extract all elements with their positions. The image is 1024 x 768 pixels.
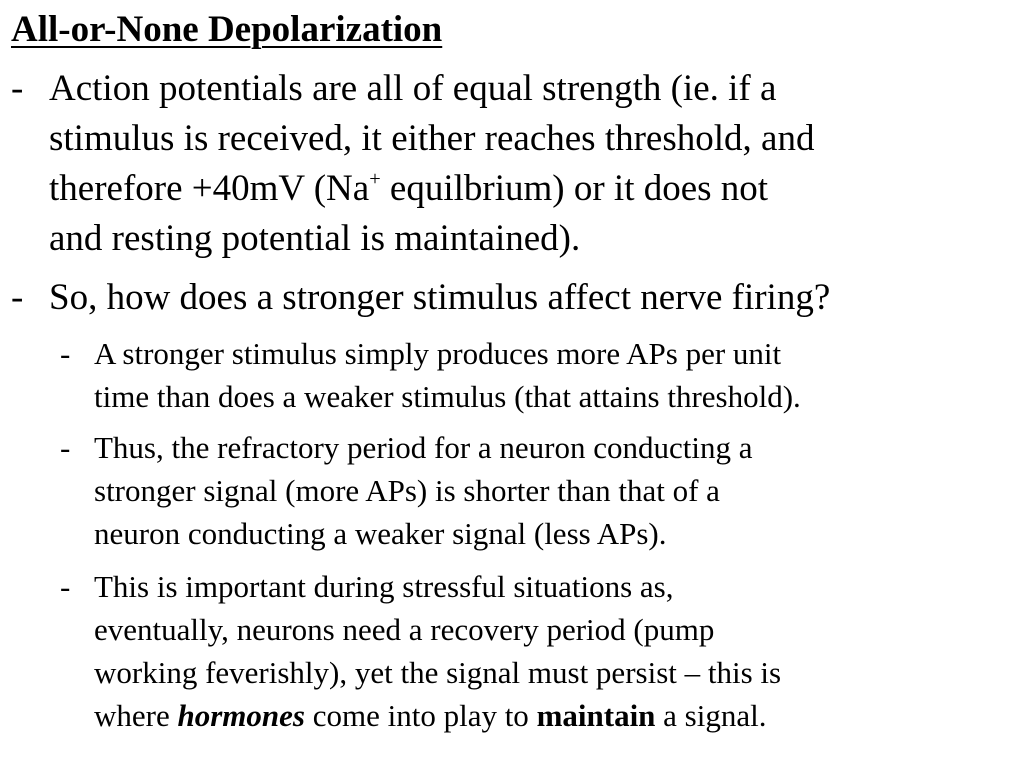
sub-bullet-text [94,426,753,555]
sub-bullet-line: working feverishly), yet the signal must persist – this is [94,655,782,690]
line-segment: a signal. [655,698,767,733]
bullet-line: stimulus is received, it either reaches threshold, and [49,118,815,159]
sub-bullet-line: Thus, the refractory period for a neuron conducting a [94,430,753,465]
sub-bullet-line: time than does a weaker stimulus (that attains threshold). [94,379,801,414]
bullet-text [49,64,814,264]
line-segment: where [94,698,178,733]
sub-bullet-line: A stronger stimulus simply produces more APs per unit [94,336,782,371]
superscript-plus: + [369,167,381,190]
emphasis-hormones: hormones [177,698,305,733]
sub-bullet-line: stronger signal (more APs) is shorter than that of a [94,473,720,508]
sub-bullet-line [94,694,781,737]
strong-maintain: maintain [536,698,656,733]
sub-bullet-marker: - [60,569,71,604]
sub-bullet-line: eventually, neurons need a recovery period (pump [94,612,715,647]
sub-bullet-marker: - [60,336,71,371]
line-segment: therefore +40mV (Na [49,168,370,209]
bullet-line: and resting potential is maintained). [49,218,581,259]
bullet-line [49,164,814,214]
sub-bullet-line: This is important during stressful situations as, [94,569,674,604]
sub-bullet-text [94,565,781,737]
bullet-line: Action potentials are all of equal strength (ie. if a [49,68,777,109]
bullet-line: So, how does a stronger stimulus affect nerve firing? [49,277,831,318]
line-segment: come into play to [304,698,537,733]
bullet-marker: - [11,277,24,318]
sub-bullet-line: neuron conducting a weaker signal (less APs). [94,516,667,551]
sub-bullet-marker: - [60,430,71,465]
slide-title: All-or-None Depolarization [11,9,443,50]
bullet-text [49,273,830,323]
line-segment: equilbrium) or it does not [380,168,769,209]
bullet-marker: - [11,68,24,109]
sub-bullet-text [94,332,801,418]
